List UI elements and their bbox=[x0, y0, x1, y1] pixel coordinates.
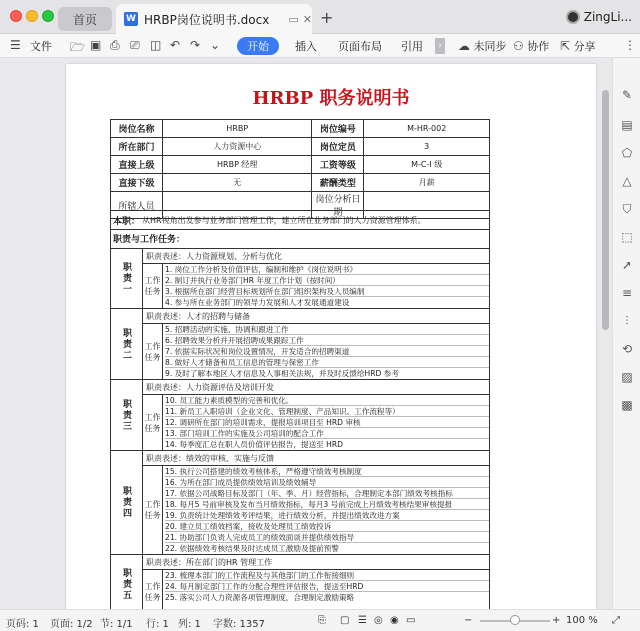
table-row bbox=[111, 174, 490, 192]
maximize-window-button[interactable] bbox=[42, 10, 54, 22]
list-item: 15. 执行公司搭建的绩效考核体系，严格遵守绩效考核制度 bbox=[165, 466, 489, 477]
headcount-value: 3 bbox=[364, 138, 490, 156]
right-toolbar bbox=[612, 58, 640, 609]
document-icon[interactable]: ▤ bbox=[621, 118, 633, 132]
subordinate-label: 直接下级 bbox=[111, 174, 163, 192]
list-item: 16. 为所在部门成员提供绩效培训及绩效辅导 bbox=[165, 477, 489, 488]
tab-reference[interactable]: 引用 bbox=[401, 40, 423, 53]
more-dropdown-icon[interactable]: ⌄ bbox=[210, 38, 221, 52]
more-tabs-chevron-icon[interactable]: › bbox=[435, 38, 445, 54]
analysis-date-label: 岗位分析日期 bbox=[312, 192, 364, 219]
grade-value: M-C-I 级 bbox=[364, 156, 490, 174]
tab-start[interactable]: 开始 bbox=[237, 37, 279, 55]
summary-text: 从HR视角出发参与业务部门管理工作，建立所在业务部门的人力资源管理体系。 bbox=[142, 215, 426, 225]
more-options-icon[interactable]: ⋮ bbox=[624, 38, 636, 52]
status-word-count[interactable]: 字数: 1357 bbox=[213, 619, 265, 630]
superior-label: 直接上级 bbox=[111, 156, 163, 174]
table-row bbox=[111, 138, 490, 156]
zoom-slider-handle[interactable] bbox=[510, 615, 520, 625]
screen-icon[interactable]: ▭ bbox=[288, 12, 299, 26]
edit-pen-icon[interactable]: ✎ bbox=[621, 88, 633, 102]
duties-header-row bbox=[110, 229, 490, 249]
pay-type-value: 月薪 bbox=[364, 174, 490, 192]
minimize-window-button[interactable] bbox=[26, 10, 38, 22]
avatar bbox=[566, 10, 580, 24]
zoom-level[interactable]: 100 % bbox=[566, 615, 598, 626]
task-list bbox=[163, 395, 489, 450]
duty-expression: 职责表述：人力资源评估及培训开发 bbox=[143, 380, 489, 395]
position-code-label: 岗位编号 bbox=[312, 120, 364, 138]
task-label: 工作任务 bbox=[143, 264, 163, 308]
pointer-icon[interactable]: ➚ bbox=[621, 258, 633, 272]
close-window-button[interactable] bbox=[10, 10, 22, 22]
list-item: 23. 梳理本部门的工作流程及与其他部门的工作衔接细则 bbox=[165, 570, 489, 581]
share-icon: ⇱ bbox=[560, 39, 571, 53]
vertical-scrollbar[interactable] bbox=[602, 90, 609, 330]
undo-icon[interactable]: ↶ bbox=[170, 38, 181, 52]
task-list bbox=[163, 264, 489, 308]
duty-label: 职责二 bbox=[111, 309, 143, 379]
menu-bar bbox=[0, 34, 640, 58]
summary-row bbox=[110, 210, 490, 230]
task-label: 工作任务 bbox=[143, 570, 163, 609]
share-label: 分享 bbox=[573, 40, 596, 53]
focus-icon[interactable]: ▭ bbox=[406, 615, 416, 626]
title-bar bbox=[0, 0, 640, 34]
sync-status[interactable] bbox=[458, 38, 507, 54]
web-view-icon[interactable]: ◎ bbox=[374, 615, 383, 626]
people-icon: ⚇ bbox=[513, 39, 524, 53]
list-item: 10. 员工能力素质模型的完善和优化。 bbox=[165, 395, 489, 406]
export-pdf-icon[interactable]: ⎙ bbox=[110, 38, 120, 52]
warning-icon[interactable]: △ bbox=[622, 174, 632, 188]
selection-icon[interactable]: ⬚ bbox=[621, 230, 633, 244]
task-label: 工作任务 bbox=[143, 395, 163, 450]
duty-block bbox=[110, 451, 490, 555]
list-item: 17. 依据公司战略目标及部门（年、季、月）经营指标，合理制定本部门绩效考核指标 bbox=[165, 488, 489, 499]
eye-icon[interactable]: ◉ bbox=[390, 615, 399, 626]
word-doc-icon: W bbox=[124, 12, 138, 26]
duty-block bbox=[110, 555, 490, 609]
duty-block bbox=[110, 249, 490, 309]
status-row: 行: 1 bbox=[146, 619, 169, 630]
tab-insert[interactable]: 插入 bbox=[295, 40, 317, 53]
tab-document[interactable] bbox=[116, 4, 312, 34]
grade-label: 工资等级 bbox=[312, 156, 364, 174]
list-item: 21. 协助部门负责人完成员工的绩效面谈并提供绩效指导 bbox=[165, 532, 489, 543]
duties-header: 职责与工作任务： bbox=[113, 235, 186, 245]
task-label: 工作任务 bbox=[143, 466, 163, 554]
duty-block bbox=[110, 309, 490, 380]
zoom-in-button[interactable]: + bbox=[552, 615, 561, 626]
list-item: 14. 每季度汇总在职人员价值评估报告，提送至 HRD bbox=[165, 440, 344, 449]
list-item: 11. 新员工入职培训（企业文化、管理制度、产品知识、工作流程等） bbox=[165, 406, 489, 417]
document-area[interactable] bbox=[0, 58, 612, 609]
list-item: 13. 部门培训工作的实施及公司培训的配合工作 bbox=[165, 428, 489, 439]
duty-expression: 职责表述：绩效的审核、实施与反馈 bbox=[143, 451, 489, 466]
tab-page-layout[interactable]: 页面布局 bbox=[338, 40, 382, 53]
layers-icon[interactable]: ≡ bbox=[621, 286, 633, 300]
proofread-icon[interactable]: ⎘ bbox=[318, 615, 326, 626]
duty-label: 职责四 bbox=[111, 451, 143, 554]
duty-expression: 职责表述：人才的招聘与储备 bbox=[143, 309, 489, 324]
menu-file[interactable]: 文件 bbox=[30, 40, 52, 53]
shield-icon[interactable]: ⛉ bbox=[622, 202, 632, 216]
fullscreen-icon[interactable]: ⤢ bbox=[612, 615, 620, 626]
status-col: 列: 1 bbox=[178, 619, 201, 630]
close-tab-icon[interactable]: ✕ bbox=[302, 12, 312, 26]
page-view-icon[interactable]: ☰ bbox=[358, 615, 367, 626]
read-mode-icon[interactable]: ▢ bbox=[340, 615, 350, 626]
headcount-label: 岗位定员 bbox=[312, 138, 364, 156]
document-page[interactable] bbox=[66, 64, 596, 609]
position-name-value: HRBP bbox=[163, 120, 312, 138]
summary-label: 本职： bbox=[113, 216, 141, 227]
cloud-icon: ☁ bbox=[458, 39, 470, 53]
duty-label: 职责五 bbox=[111, 555, 143, 609]
list-item: 22. 依据绩效考核结果及时达成员工激励及提前预警 bbox=[165, 544, 339, 553]
print-icon[interactable]: ⎚ bbox=[130, 38, 140, 52]
duty-expression: 职责表述：所在部门的HR 管理工作 bbox=[143, 555, 489, 570]
collaborate-label: 协作 bbox=[527, 40, 550, 53]
position-code-value: M-HR-002 bbox=[364, 120, 490, 138]
zoom-out-button[interactable]: − bbox=[464, 615, 473, 626]
share-button[interactable] bbox=[560, 38, 596, 54]
list-item: 3. 根据所在部门经营目标规划所在部门组织架构及人员编制 bbox=[165, 286, 489, 297]
redo-icon[interactable]: ↷ bbox=[190, 38, 201, 52]
duty-block bbox=[110, 380, 490, 451]
subordinate-value: 无 bbox=[163, 174, 312, 192]
hamburger-menu-icon[interactable]: ☰ bbox=[10, 38, 21, 52]
duty-expression: 职责表述：人力资源规划、分析与优化 bbox=[143, 249, 489, 264]
save-icon[interactable]: ▣ bbox=[90, 38, 102, 52]
tab-home-label: 首页 bbox=[72, 12, 97, 27]
list-item: 19. 负责统计处理绩效考评结果，进行绩效分析，并提出绩效改进方案 bbox=[165, 510, 489, 521]
list-item: 20. 建立员工绩效档案，接收及处理员工绩效投诉 bbox=[165, 521, 489, 532]
user-account[interactable] bbox=[566, 10, 632, 24]
shape-icon[interactable]: ⬠ bbox=[621, 146, 633, 160]
tab-home[interactable] bbox=[58, 7, 112, 31]
task-label: 工作任务 bbox=[143, 324, 163, 379]
table-row bbox=[111, 120, 490, 138]
task-list bbox=[163, 466, 489, 554]
status-page[interactable]: 页面: 1/2 bbox=[50, 619, 93, 630]
sync-label: 未同步 bbox=[473, 40, 507, 53]
list-item: 2. 制订并执行业务部门HR 年度工作计划（按时间） bbox=[165, 275, 489, 286]
table-row bbox=[111, 156, 490, 174]
task-list bbox=[163, 324, 489, 379]
preview-icon[interactable]: ◫ bbox=[150, 38, 162, 52]
list-item: 25. 落实公司人力资源各项管理制度，合理制定激励策略 bbox=[165, 593, 355, 602]
list-item: 9. 及时了解本地区人才信息及人事相关法规，并及时反馈给HRD 参考 bbox=[165, 369, 399, 378]
list-item: 4. 参与所在业务部门的领导力发展和人才发展通道建设 bbox=[165, 298, 350, 307]
status-section: 节: 1/1 bbox=[100, 619, 133, 630]
document-title: HRBP 职务说明书 bbox=[252, 88, 410, 109]
duty-label: 职责三 bbox=[111, 380, 143, 450]
list-item: 1. 岗位工作分析及价值评估，编制和维护《岗位说明书》 bbox=[165, 264, 489, 275]
task-list bbox=[163, 570, 489, 603]
list-item: 7. 依据实际状况和岗位设置情况，开发适合的招聘渠道 bbox=[165, 346, 489, 357]
department-value: 人力资源中心 bbox=[163, 138, 312, 156]
superior-value: HRBP 经理 bbox=[163, 156, 312, 174]
new-tab-button[interactable]: + bbox=[320, 8, 334, 27]
list-item: 24. 每月制定部门工作的分配合理性评估报告，提送至HRD bbox=[165, 581, 489, 592]
sliders-icon[interactable]: ⫶ bbox=[625, 314, 629, 328]
tab-document-label: HRBP岗位说明书.docx bbox=[144, 12, 270, 27]
duty-label: 职责一 bbox=[111, 249, 143, 308]
collaborate-button[interactable] bbox=[513, 38, 549, 54]
position-name-label: 岗位名称 bbox=[111, 120, 163, 138]
status-page-code: 页码: 1 bbox=[6, 619, 39, 630]
list-item: 12. 调研所在部门的培训需求，提报培训项目至 HRD 审核 bbox=[165, 417, 489, 428]
list-item: 6. 招聘效果分析并开展招聘成果跟踪工作 bbox=[165, 335, 489, 346]
open-folder-icon[interactable]: 🗁 bbox=[70, 40, 85, 54]
user-name: ZingLi... bbox=[583, 10, 632, 24]
image-icon[interactable]: ▨ bbox=[621, 370, 633, 384]
department-label: 所在部门 bbox=[111, 138, 163, 156]
info-table bbox=[110, 119, 490, 219]
list-item: 8. 做好人才储备和员工信息的管理与保密工作 bbox=[165, 357, 489, 368]
pay-type-label: 薪酬类型 bbox=[312, 174, 364, 192]
gallery-icon[interactable]: ▩ bbox=[621, 398, 633, 412]
status-bar bbox=[0, 609, 640, 631]
list-item: 18. 每月5 号前审核及发布当月绩效指标，每月3 号前完成上月绩效考核结果审核提报 bbox=[165, 499, 489, 510]
staff-label: 所辖人员 bbox=[111, 192, 163, 219]
history-icon[interactable]: ⟲ bbox=[621, 342, 633, 356]
list-item: 5. 招聘活动的实施、协调和跟进工作 bbox=[165, 324, 489, 335]
